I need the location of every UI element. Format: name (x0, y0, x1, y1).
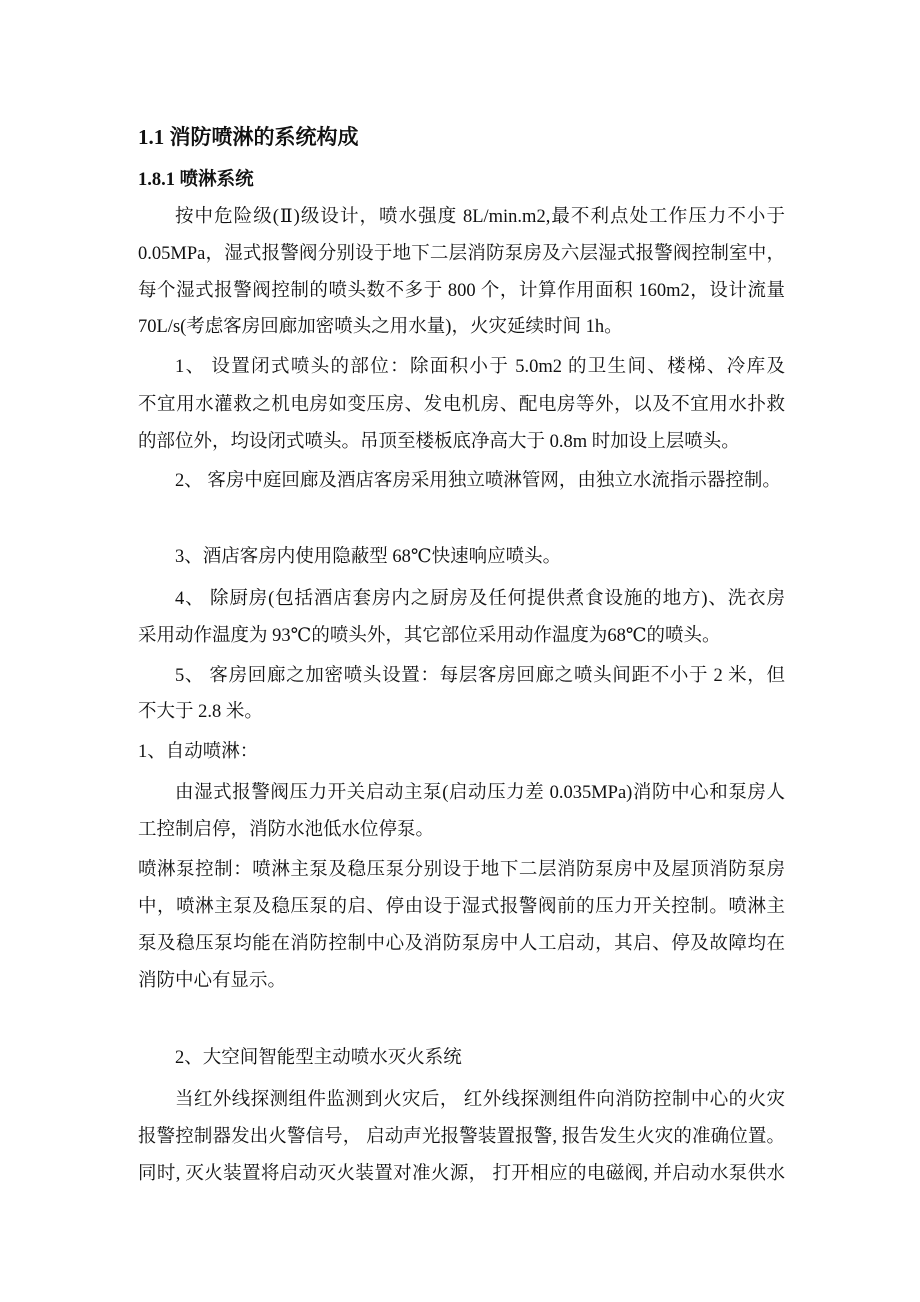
list-item-line: 不大于 2.8 米。 (138, 702, 263, 722)
auto-sprinkler-heading: 1、自动喷淋： (138, 742, 259, 762)
paragraph-line: 由湿式报警阀压力开关启动主泵(启动压力差 0.035MPa)消防中心和泵房人 (175, 783, 785, 803)
list-item-line: 5、 客房回廊之加密喷头设置：每层客房回廊之喷头间距不小于 2 米，但 (175, 666, 785, 686)
list-item-line: 的部位外，均设闭式喷头。吊顶至楼板底净高大于 0.8m 时加设上层喷头。 (138, 432, 740, 452)
paragraph-line: 工控制启停，消防水池低水位停泵。 (138, 820, 435, 840)
paragraph-line: 0.05MPa，湿式报警阀分别设于地下二层消防泵房及六层湿式报警阀控制室中， (138, 244, 785, 264)
paragraph-line: 每个湿式报警阀控制的喷头数不多于 800 个，计算作用面积 160m2，设计流量 (138, 281, 785, 301)
section2-heading: 2、大空间智能型主动喷水灭火系统 (175, 1048, 462, 1068)
list-item-line: 1、 设置闭式喷头的部位：除面积小于 5.0m2 的卫生间、楼梯、冷库及 (175, 357, 785, 377)
paragraph-line: 消防中心有显示。 (138, 971, 287, 991)
paragraph-line: 报警控制器发出火警信号， 启动声光报警装置报警, 报告发生火灾的准确位置。 (138, 1127, 785, 1147)
list-item-line: 不宜用水灌救之机电房如变压房、发电机房、配电房等外，以及不宜用水扑救 (138, 395, 785, 415)
list-item-line: 4、 除厨房(包括酒店套房内之厨房及任何提供煮食设施的地方)、洗衣房 (175, 589, 785, 609)
paragraph-line: 70L/s(考虑客房回廊加密喷头之用水量)，火灾延续时间 1h。 (138, 317, 623, 337)
paragraph-line: 按中危险级(Ⅱ)级设计，喷水强度 8L/min.m2,最不利点处工作压力不小于 (175, 207, 785, 227)
list-item-line: 2、 客房中庭回廊及酒店客房采用独立喷淋管网，由独立水流指示器控制。 (175, 471, 781, 491)
subsection-heading: 1.8.1 喷淋系统 (138, 170, 254, 190)
paragraph-line: 中，喷淋主泵及稳压泵的启、停由设于湿式报警阀前的压力开关控制。喷淋主 (138, 897, 785, 917)
list-item-line: 3、酒店客房内使用隐蔽型 68℃快速响应喷头。 (175, 547, 562, 567)
paragraph-line: 喷淋泵控制：喷淋主泵及稳压泵分别设于地下二层消防泵房中及屋顶消防泵房 (138, 860, 785, 880)
paragraph-line: 泵及稳压泵均能在消防控制中心及消防泵房中人工启动，其启、停及故障均在 (138, 934, 785, 954)
paragraph-line: 同时, 灭火装置将启动灭火装置对准火源， 打开相应的电磁阀, 并启动水泵供水 (138, 1164, 785, 1184)
paragraph-line: 当红外线探测组件监测到火灾后， 红外线探测组件向消防控制中心的火灾 (175, 1090, 785, 1110)
list-item-line: 采用动作温度为 93℃的喷头外，其它部位采用动作温度为68℃的喷头。 (138, 626, 721, 646)
section-heading: 1.1 消防喷淋的系统构成 (138, 125, 359, 149)
